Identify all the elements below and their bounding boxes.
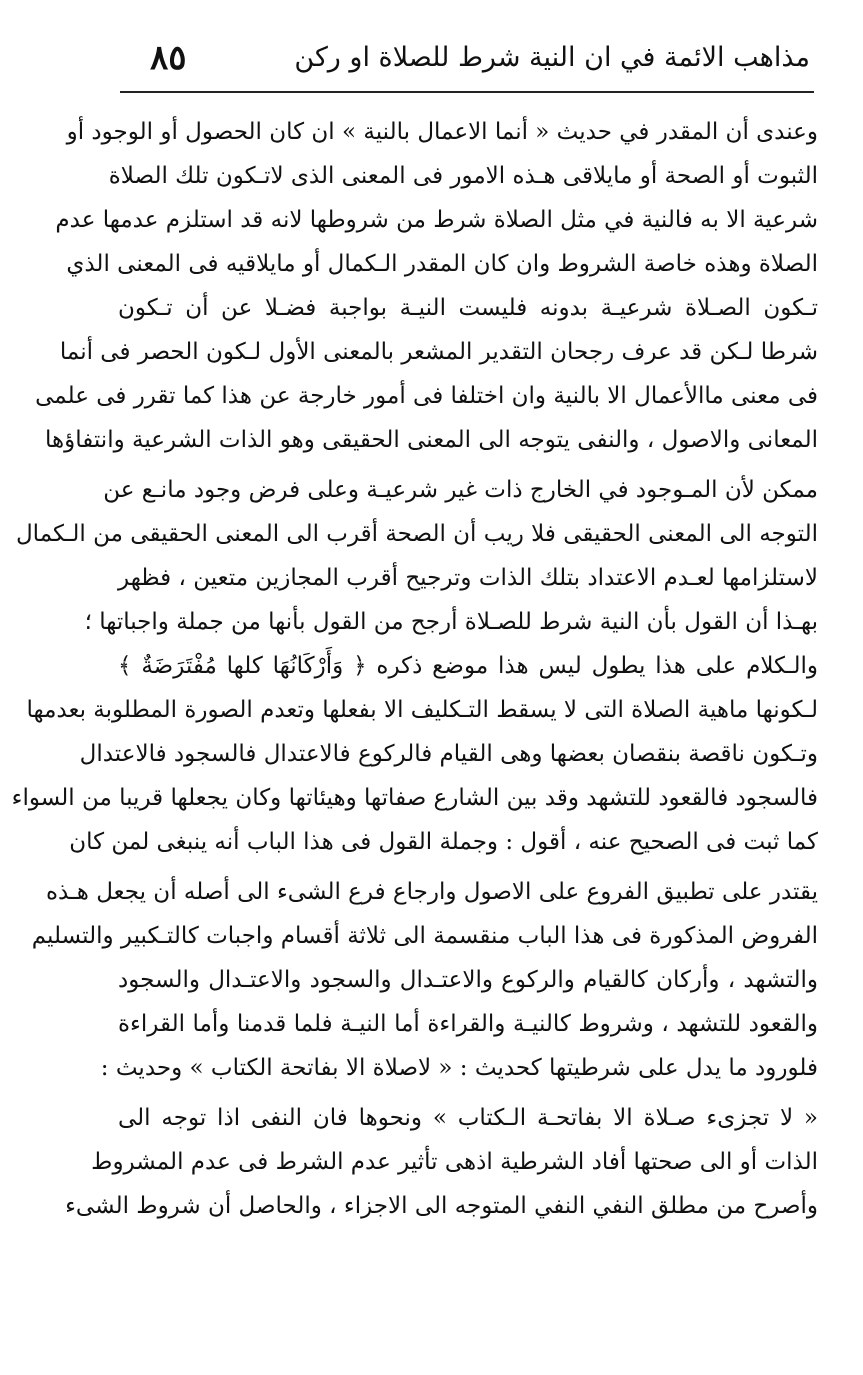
text-line: يقتدر على تطبيق الفروع على الاصول وارجاع فرع الشىء الى أصله أن يجعل هـذه: [45, 879, 818, 905]
text-line: تـكون الصـلاة شرعيـة بدونه فليست النيـة بواجبة فضـلا عن أن تـكون: [118, 295, 818, 321]
text-line: كما ثبت فى الصحيح عنه ، أقول : وجملة القول فى هذا الباب أنه ينبغى لمن كان: [69, 829, 818, 855]
text-line: وعندى أن المقدر في حديث « أنما الاعمال بالنية » ان كان الحصول أو الوجود أو: [66, 119, 818, 145]
page-number: ٨٥: [150, 38, 187, 78]
text-line: الفروض المذكورة فى هذا الباب منقسمة الى ثلاثة أقسام واجبات كالتـكبير والتسليم: [31, 923, 818, 949]
text-line: والـكلام على هذا يطول ليس هذا موضع ذكره ﴿ وَأَرْكَانُهَا كلها مُفْتَرَضَةٌ ﴾: [118, 653, 818, 679]
text-line: الثبوت أو الصحة أو مايلاقى هـذه الامور فى المعنى الذى لاتـكون تلك الصلاة: [108, 163, 818, 189]
text-line: بهـذا أن القول بأن النية شرط للصـلاة أرجح من القول بأنها من جملة واجباتها ؛: [84, 609, 818, 635]
text-line: التوجه الى المعنى الحقيقى فلا ريب أن الصحة أقرب الى المعنى الحقيقى من الـكمال: [15, 521, 818, 547]
text-line: والقعود للتشهد ، وشروط كالنيـة والقراءة أما النيـة فلما قدمنا وأما القراءة: [118, 1011, 818, 1037]
text-line: « لا تجزىء صـلاة الا بفاتحـة الـكتاب » ونحوها فان النفى اذا توجه الى: [118, 1105, 818, 1131]
text-line: المعانى والاصول ، والنفى يتوجه الى المعنى الحقيقى وهو الذات الشرعية وانتفاؤها: [44, 427, 818, 453]
text-line: والتشهد ، وأركان كالقيام والركوع والاعتـدال والسجود والاعتـدال والسجود: [118, 967, 818, 993]
text-line: لاستلزامها لعـدم الاعتداد بتلك الذات وترجيح أقرب المجازين متعين ، فظهر: [118, 565, 818, 591]
text-line: لـكونها ماهية الصلاة التى لا يسقط التـكليف الا بفعلها وتعدم الصورة المطلوبة بعدمها: [26, 697, 818, 723]
text-line: فلورود ما يدل على شرطيتها كحديث : « لاصلاة الا بفاتحة الكتاب » وحديث :: [100, 1055, 818, 1081]
running-title: مذاهب الائمة في ان النية شرط للصلاة او ركن: [294, 42, 810, 73]
text-line: وتـكون ناقصة بنقصان بعضها وهى القيام فالركوع فالاعتدال فالسجود فالاعتدال: [79, 741, 818, 767]
body-text: [11, 110, 818, 1228]
text-line: وأصرح من مطلق النفي النفي المتوجه الى الاجزاء ، والحاصل أن شروط الشىء: [65, 1193, 818, 1219]
page-header: [150, 34, 810, 82]
text-line: فى معنى ماالأعمال الا بالنية وان اختلفا فى أمور خارجة عن هذا كما تقرر فى علمى: [35, 383, 818, 409]
text-line: ممكن لأن المـوجود في الخارج ذات غير شرعيـة وعلى فرض وجود مانـع عن: [103, 477, 818, 503]
text-line: الذات أو الى صحتها أفاد الشرطية اذهى تأثير عدم الشرط فى عدم المشروط: [91, 1149, 818, 1175]
text-line: شرعية الا به فالنية في مثل الصلاة شرط من شروطها لانه قد استلزم عدمها عدم: [55, 207, 818, 233]
text-line: شرطا لـكن قد عرف رجحان التقدير المشعر بالمعنى الأول لـكون الحصر فى أنما: [59, 339, 818, 365]
text-line: فالسجود فالقعود للتشهد وقد بين الشارع صفاتها وهيئاتها وكان يجعلها قريبا من السواء: [11, 785, 818, 811]
header-rule: [120, 91, 814, 93]
text-line: الصلاة وهذه خاصة الشروط وان كان المقدر الـكمال أو مايلاقيه فى المعنى الذي: [66, 251, 818, 277]
